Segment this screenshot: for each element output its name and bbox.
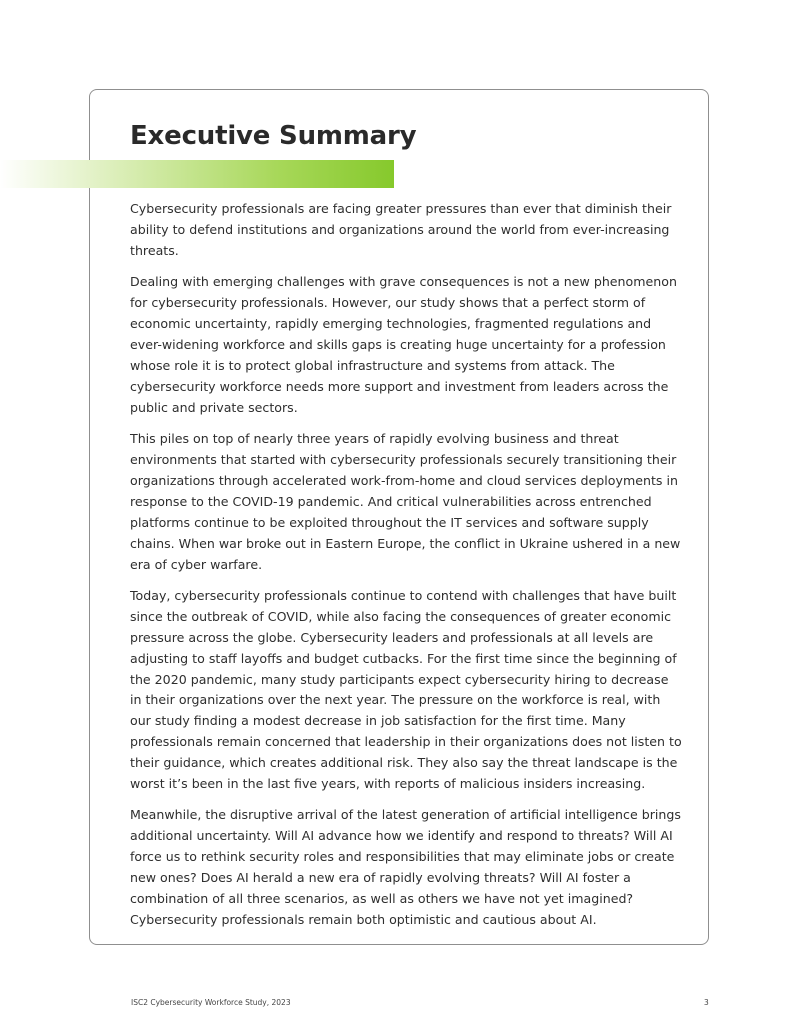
page-title: Executive Summary bbox=[130, 121, 417, 151]
paragraph-5: Meanwhile, the disruptive arrival of the latest generation of artificial intelligence brings additional uncertainty. Will AI advance how we identify and respond to threats? Will AI force us to rethink security roles and responsibilities that may eliminate jobs or create new ones? Does AI herald a new era of rapidly evolving threats? Will AI foster a combination of all three scenarios, as well as others we have not yet imagined? Cybersecurity professionals remain both optimistic and cautious about AI. bbox=[130, 807, 681, 927]
paragraph-2: Dealing with emerging challenges with grave consequences is not a new phenomenon for cybersecurity professionals. However, our study shows that a perfect storm of economic uncertainty, rapidly emerging technologies, fragmented regulations and ever-widening workforce and skills gaps is creating huge uncertainty for a profession whose role it is to protect global infrastructure and systems from attack. The cybersecurity workforce needs more support and investment from leaders across the public and private sectors. bbox=[130, 274, 677, 415]
paragraph-1: Cybersecurity professionals are facing greater pressures than ever that diminish their ability to defend institutions and organizations around the world from ever-increasing threats. bbox=[130, 201, 672, 258]
page-number: 3 bbox=[704, 998, 709, 1007]
paragraph-4: Today, cybersecurity professionals continue to contend with challenges that have built since the outbreak of COVID, while also facing the consequences of greater economic pressure across the globe. Cybersecurity leaders and professionals at all levels are adjusting to staff layoffs and budget cutbacks. For the first time since the beginning of the 2020 pandemic, many study participants expect cybersecurity hiring to decrease in their organizations over the next year. The pressure on the workforce is real, with our study finding a modest decrease in job satisfaction for the first time. Many professionals remain concerned that leadership in their organizations does not listen to their guidance, which creates additional risk. They also say the threat landscape is the worst it’s been in the last five years, with reports of malicious insiders increasing. bbox=[130, 587, 682, 792]
paragraph-3: This piles on top of nearly three years of rapidly evolving business and threat environments that started with cybersecurity professionals securely transitioning their organizations through accelerated work-from-home and cloud services deployments in response to the COVID-19 pandemic. And critical vulnerabilities across entrenched platforms continue to be exploited throughout the IT services and software supply chains. When war broke out in Eastern Europe, the conflict in Ukraine ushered in a new era of cyber warfare. bbox=[130, 431, 681, 572]
title-accent-bar bbox=[0, 160, 394, 188]
footer-source: ISC2 Cybersecurity Workforce Study, 2023 bbox=[131, 998, 291, 1007]
summary-body bbox=[130, 199, 682, 941]
